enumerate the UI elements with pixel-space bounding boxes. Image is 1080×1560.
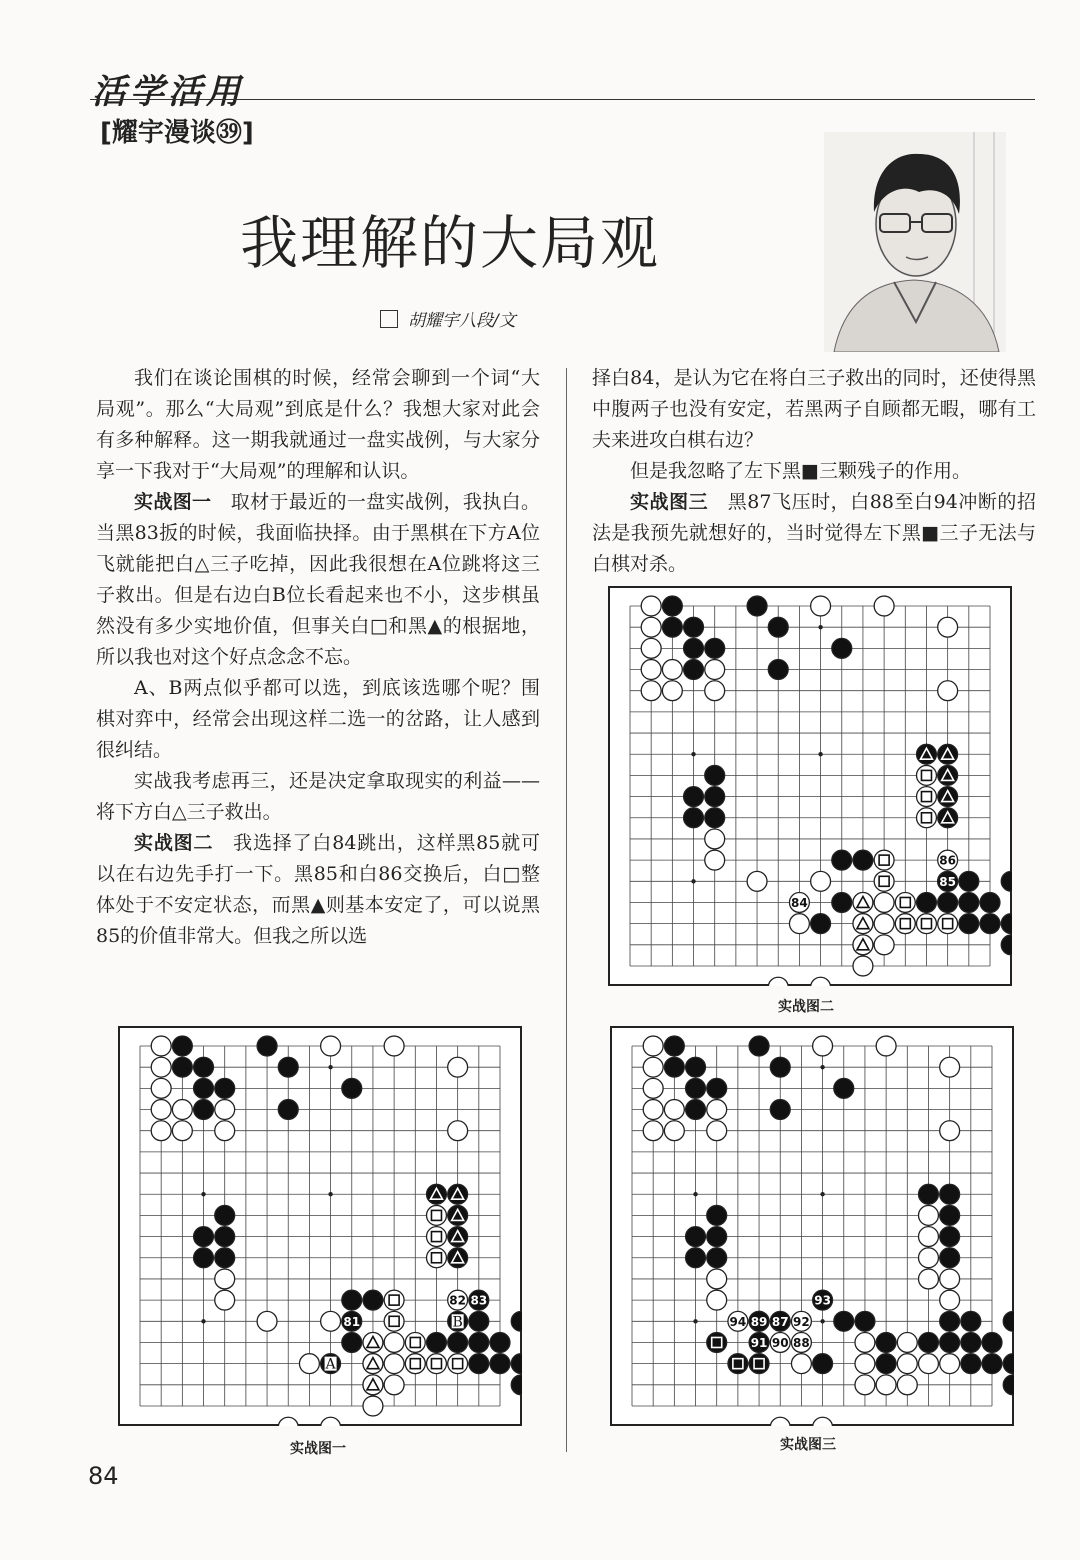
black-stone: [959, 871, 979, 891]
black-stone: [194, 1227, 214, 1247]
white-stone: [874, 850, 894, 870]
white-stone: [172, 1121, 192, 1141]
black-stone: [707, 1333, 727, 1353]
author-box-icon: [380, 310, 398, 328]
white-stone: [151, 1100, 171, 1120]
point-letter-label: B: [452, 1314, 463, 1331]
column-header-title: 活学活用: [92, 72, 244, 112]
white-stone: [940, 1269, 960, 1289]
move-number-label: 83: [470, 1293, 488, 1308]
move-number-label: 89: [750, 1314, 768, 1329]
white-stone: [707, 1100, 727, 1120]
black-stone: [940, 1333, 960, 1353]
white-stone: [707, 1269, 727, 1289]
black-stone: [959, 914, 979, 934]
black-stone: [940, 1248, 960, 1268]
move-number-label: 90: [771, 1335, 789, 1350]
black-stone: [747, 596, 767, 616]
white-stone: [919, 1227, 939, 1247]
black-stone: [813, 1354, 833, 1374]
white-stone: [938, 914, 958, 934]
go-board-fig3: [610, 1026, 1014, 1426]
black-stone: [707, 1248, 727, 1268]
white-stone: [427, 1227, 447, 1247]
black-stone: [686, 1248, 706, 1268]
black-stone: [834, 1078, 854, 1098]
white-stone: [917, 765, 937, 785]
black-stone: [705, 765, 725, 785]
move-number-label: 91: [750, 1335, 768, 1350]
black-stone: [257, 1036, 277, 1056]
black-stone: [919, 1333, 939, 1353]
page-number: 84: [88, 1462, 119, 1490]
move-number-label: 86: [939, 853, 956, 868]
author-photo: [824, 132, 1006, 352]
black-stone: [961, 1333, 981, 1353]
white-stone: [855, 1354, 875, 1374]
black-stone: [172, 1036, 192, 1056]
white-stone: [917, 914, 937, 934]
white-stone: [215, 1290, 235, 1310]
black-stone: [686, 1100, 706, 1120]
black-stone: [940, 1227, 960, 1247]
move-number-label: 87: [771, 1314, 789, 1329]
white-stone: [747, 871, 767, 891]
paragraph-text: 实战我考虑再三，还是决定拿取现实的利益——将下方白△三子救出。: [96, 770, 540, 823]
black-stone: [705, 638, 725, 658]
white-stone: [405, 1354, 425, 1374]
white-stone: [448, 1354, 468, 1374]
white-stone: [321, 1036, 341, 1056]
white-stone: [874, 871, 894, 891]
paragraph: [96, 766, 540, 828]
black-stone: [664, 1057, 684, 1077]
white-stone: [791, 1354, 811, 1374]
black-stone: [684, 617, 704, 637]
star-point: [201, 1319, 205, 1323]
white-stone: [853, 956, 873, 976]
white-stone: [662, 681, 682, 701]
white-stone: [919, 1205, 939, 1225]
black-stone: [768, 660, 788, 680]
black-stone: [982, 1333, 1002, 1353]
white-stone: [172, 1100, 192, 1120]
paragraph-text: 取材于最近的一盘实战例，我执白。当黑83扳的时候，我面临抉择。由于黑棋在下方A位飞就能把白△三子吃掉，因此我很想在A位跳将这三子救出。但是右边白B位长看起来也不小，这步棋虽然没有多少实地价值，但事关白□和黑▲的根据地，所以我也对这个好点念念不忘。: [96, 491, 540, 668]
white-stone: [363, 1396, 383, 1416]
white-stone: [874, 893, 894, 913]
black-stone: [194, 1248, 214, 1268]
white-stone: [299, 1354, 319, 1374]
black-stone: [215, 1248, 235, 1268]
paragraph: [592, 487, 1036, 580]
white-stone: [919, 1248, 939, 1268]
black-stone: [768, 617, 788, 637]
black-stone: [686, 1057, 706, 1077]
white-stone: [384, 1311, 404, 1331]
black-stone: [490, 1333, 510, 1353]
black-stone: [215, 1227, 235, 1247]
white-stone: [874, 596, 894, 616]
paragraph-text: 择白84，是认为它在将白三子救出的同时，还使得黑中腹两子也没有安定，若黑两子自顾都无暇，哪有工夫来进攻白棋右边？: [592, 367, 1036, 451]
black-stone: [662, 596, 682, 616]
white-stone: [938, 617, 958, 637]
black-stone: [855, 1311, 875, 1331]
white-stone: [705, 681, 725, 701]
white-stone: [643, 1100, 663, 1120]
white-stone: [215, 1121, 235, 1141]
black-stone: [982, 1354, 1002, 1374]
black-stone: [705, 787, 725, 807]
move-number-label: 81: [343, 1314, 361, 1329]
black-stone: [342, 1333, 362, 1353]
black-stone: [832, 638, 852, 658]
go-board-fig1: [118, 1026, 522, 1426]
column-divider: [566, 368, 567, 1452]
white-stone: [895, 914, 915, 934]
black-stone: [707, 1078, 727, 1098]
white-stone: [641, 681, 661, 701]
move-number-label: 85: [939, 874, 956, 889]
white-stone: [789, 914, 809, 934]
fig3-caption: 实战图三: [780, 1437, 836, 1453]
black-stone: [705, 808, 725, 828]
black-stone: [728, 1354, 748, 1374]
white-stone: [707, 1121, 727, 1141]
black-stone: [684, 808, 704, 828]
white-stone: [321, 1311, 341, 1331]
figure-reference: 实战图一: [134, 491, 212, 513]
white-stone: [641, 596, 661, 616]
move-number-label: 84: [791, 895, 808, 910]
paragraph: [592, 363, 1036, 456]
paragraph-text: A、B两点似乎都可以选，到底该选哪个呢？围棋对弈中，经常会出现这样二选一的岔路，让人感到很纠结。: [96, 677, 540, 761]
white-stone: [405, 1333, 425, 1353]
black-stone: [853, 850, 873, 870]
white-stone: [811, 871, 831, 891]
white-stone: [384, 1375, 404, 1395]
star-point: [691, 879, 695, 883]
white-stone: [151, 1121, 171, 1141]
white-stone: [427, 1205, 447, 1225]
black-stone: [770, 1057, 790, 1077]
move-number-label: 88: [793, 1335, 810, 1350]
black-stone: [427, 1333, 447, 1353]
white-stone: [384, 1333, 404, 1353]
black-stone: [959, 893, 979, 913]
black-stone: [469, 1311, 489, 1331]
white-stone: [707, 1290, 727, 1310]
white-stone: [855, 1333, 875, 1353]
black-stone: [961, 1354, 981, 1374]
white-stone: [257, 1311, 277, 1331]
series-label: [耀宇漫谈㊴]: [100, 118, 254, 148]
white-stone: [855, 1375, 875, 1395]
black-stone: [834, 1311, 854, 1331]
black-stone: [938, 893, 958, 913]
black-stone: [707, 1227, 727, 1247]
white-stone: [384, 1036, 404, 1056]
white-stone: [151, 1078, 171, 1098]
black-stone: [832, 893, 852, 913]
black-stone: [876, 1354, 896, 1374]
white-stone: [643, 1057, 663, 1077]
paragraph: [96, 363, 540, 487]
header-rule: [90, 99, 1035, 100]
paragraph: [96, 828, 540, 952]
black-stone: [172, 1057, 192, 1077]
white-stone: [705, 829, 725, 849]
black-stone: [940, 1184, 960, 1204]
black-stone: [832, 850, 852, 870]
white-stone: [641, 638, 661, 658]
black-stone: [194, 1078, 214, 1098]
white-stone: [813, 1036, 833, 1056]
figure-reference: 实战图二: [134, 832, 214, 854]
black-stone: [278, 1057, 298, 1077]
white-stone: [876, 1375, 896, 1395]
black-stone: [684, 638, 704, 658]
black-stone: [278, 1100, 298, 1120]
black-stone: [980, 893, 1000, 913]
paragraph-text: 我们在谈论围棋的时候，经常会聊到一个词“大局观”。那么“大局观”到底是什么？我想大家对此会有多种解释。这一期我就通过一盘实战例，与大家分享一下我对于“大局观”的理解和认识。: [96, 367, 540, 482]
white-stone: [448, 1121, 468, 1141]
paragraph: [96, 673, 540, 766]
black-stone: [940, 1311, 960, 1331]
black-stone: [469, 1333, 489, 1353]
move-number-label: 94: [729, 1314, 747, 1329]
white-stone: [643, 1036, 663, 1056]
star-point: [693, 1192, 697, 1196]
white-stone: [940, 1290, 960, 1310]
white-stone: [641, 660, 661, 680]
star-point: [820, 1319, 824, 1323]
black-stone: [448, 1333, 468, 1353]
black-stone: [811, 914, 831, 934]
white-stone: [384, 1290, 404, 1310]
white-stone: [664, 1121, 684, 1141]
star-point: [201, 1192, 205, 1196]
black-stone: [961, 1311, 981, 1331]
white-stone: [151, 1057, 171, 1077]
white-stone: [641, 617, 661, 637]
star-point: [691, 752, 695, 756]
white-stone: [427, 1354, 447, 1374]
black-stone: [490, 1354, 510, 1374]
white-stone: [705, 660, 725, 680]
white-stone: [938, 681, 958, 701]
black-stone: [342, 1078, 362, 1098]
point-letter-label: A: [325, 1356, 336, 1373]
black-stone: [876, 1333, 896, 1353]
paragraph: [96, 487, 540, 673]
white-stone: [215, 1100, 235, 1120]
black-stone: [215, 1078, 235, 1098]
black-stone: [469, 1354, 489, 1374]
black-stone: [194, 1100, 214, 1120]
star-point: [693, 1319, 697, 1323]
go-board-fig2: [608, 586, 1012, 986]
white-stone: [940, 1057, 960, 1077]
black-stone: [917, 893, 937, 913]
black-stone: [684, 660, 704, 680]
black-stone: [940, 1205, 960, 1225]
black-stone: [980, 914, 1000, 934]
black-stone: [686, 1227, 706, 1247]
black-stone: [919, 1184, 939, 1204]
black-stone: [662, 617, 682, 637]
white-stone: [705, 850, 725, 870]
star-point: [818, 625, 822, 629]
black-stone: [707, 1205, 727, 1225]
white-stone: [940, 1354, 960, 1374]
author-name: 胡耀宇八段/文: [408, 311, 516, 331]
move-number-label: 93: [814, 1293, 831, 1308]
white-stone: [384, 1354, 404, 1374]
black-stone: [749, 1354, 769, 1374]
paragraph-text: 但是我忽略了左下黑■三颗残子的作用。: [630, 460, 971, 482]
star-point: [328, 1192, 332, 1196]
paragraph-text: 我选择了白84跳出，这样黑85就可以在右边先手打一下。黑85和白86交换后，白□整体处于不安定状态，而黑▲则基本安定了，可以说黑85的价值非常大。但我之所以选: [96, 832, 540, 947]
white-stone: [919, 1354, 939, 1374]
paragraph: [592, 456, 1036, 487]
black-stone: [686, 1078, 706, 1098]
white-stone: [427, 1248, 447, 1268]
white-stone: [897, 1333, 917, 1353]
white-stone: [448, 1057, 468, 1077]
white-stone: [874, 935, 894, 955]
star-point: [818, 752, 822, 756]
white-stone: [940, 1121, 960, 1141]
figure-reference: 实战图三: [630, 491, 709, 513]
white-stone: [919, 1269, 939, 1289]
white-stone: [643, 1121, 663, 1141]
white-stone: [662, 660, 682, 680]
white-stone: [811, 596, 831, 616]
right-text-column: [592, 363, 1036, 580]
white-stone: [895, 893, 915, 913]
black-stone: [342, 1290, 362, 1310]
white-stone: [664, 1100, 684, 1120]
black-stone: [363, 1290, 383, 1310]
white-stone: [643, 1078, 663, 1098]
move-number-label: 82: [449, 1293, 466, 1308]
black-stone: [749, 1036, 769, 1056]
white-stone: [876, 1036, 896, 1056]
star-point: [328, 1065, 332, 1069]
black-stone: [194, 1057, 214, 1077]
star-point: [820, 1192, 824, 1196]
black-stone: [664, 1036, 684, 1056]
white-stone: [917, 787, 937, 807]
left-text-column: [96, 363, 540, 952]
white-stone: [897, 1375, 917, 1395]
black-stone: [215, 1205, 235, 1225]
white-stone: [151, 1036, 171, 1056]
fig2-caption: 实战图二: [778, 999, 834, 1015]
star-point: [820, 1065, 824, 1069]
white-stone: [897, 1354, 917, 1374]
black-stone: [684, 787, 704, 807]
article-title: 我理解的大局观: [240, 209, 661, 277]
author-line: [380, 306, 516, 331]
paragraph-text: 黑87飞压时，白88至白94冲断的招法是我预先就想好的，当时觉得左下黑■三子无法与白棋对杀。: [592, 491, 1036, 575]
white-stone: [874, 914, 894, 934]
white-stone: [917, 808, 937, 828]
white-stone: [215, 1269, 235, 1289]
fig1-caption: 实战图一: [290, 1441, 346, 1457]
black-stone: [770, 1100, 790, 1120]
move-number-label: 92: [793, 1314, 810, 1329]
